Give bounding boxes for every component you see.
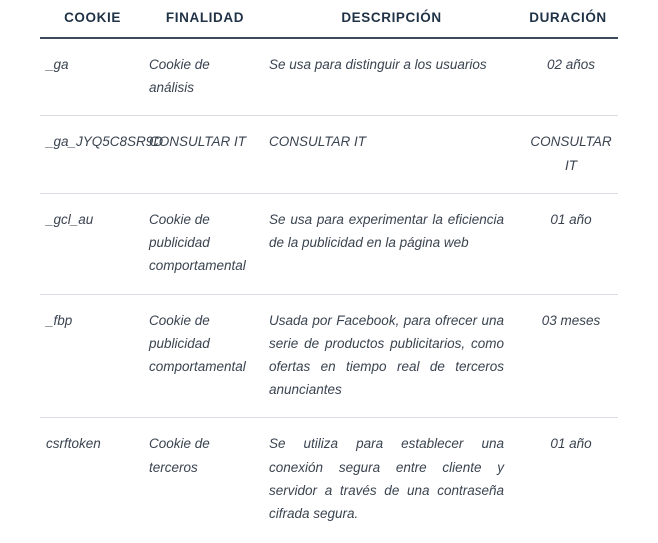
cell-cookie: _ga [40,38,145,116]
cookie-policy-table [40,0,618,541]
table-body [40,38,618,541]
cell-finalidad: Cookie de terceros [149,436,210,475]
column-header-finalidad: FINALIDAD [145,0,265,38]
cell-descripcion: CONSULTAR IT [265,116,518,193]
table-row [40,294,618,418]
cell-cookie: csrftoken [46,436,101,452]
table-row [40,116,618,193]
cell-descripcion: Se utiliza para establecer una conexión segura entre cliente y servidor a través de una contraseña cifrada segura. [269,436,504,522]
column-header-duracion: DURACIÓN [518,0,618,38]
cell-duracion: CONSULTAR IT [518,116,618,193]
cell-finalidad: Cookie de publicidad comportamental [145,193,265,294]
cell-duracion: 01 año [550,436,592,452]
table-row [40,418,618,541]
column-header-descripcion: DESCRIPCIÓN [265,0,518,38]
cell-cookie: _gcl_au [40,193,145,294]
table-row [40,38,618,116]
cell-descripcion: Usada por Facebook, para ofrecer una serie de productos publicitarios, como ofertas en tiempo real de terceros anunciantes [265,294,518,418]
cell-cookie: _fbp [40,294,145,418]
table-header-row [40,0,618,38]
table-header [40,0,618,38]
cell-descripcion: Se usa para experimentar la eficiencia de la publicidad en la página web [265,193,518,294]
column-header-cookie: COOKIE [40,0,145,38]
cell-descripcion: Se usa para distinguir a los usuarios [265,38,518,116]
cell-finalidad: Cookie de publicidad comportamental [145,294,265,418]
cell-cookie: _ga_JYQ5C8SR9D [40,116,145,193]
cell-duracion: 02 años [518,38,618,116]
cell-duracion: 03 meses [518,294,618,418]
cell-finalidad: Cookie de análisis [145,38,265,116]
cell-finalidad: CONSULTAR IT [145,116,265,193]
cell-duracion: 01 año [518,193,618,294]
table-row [40,193,618,294]
